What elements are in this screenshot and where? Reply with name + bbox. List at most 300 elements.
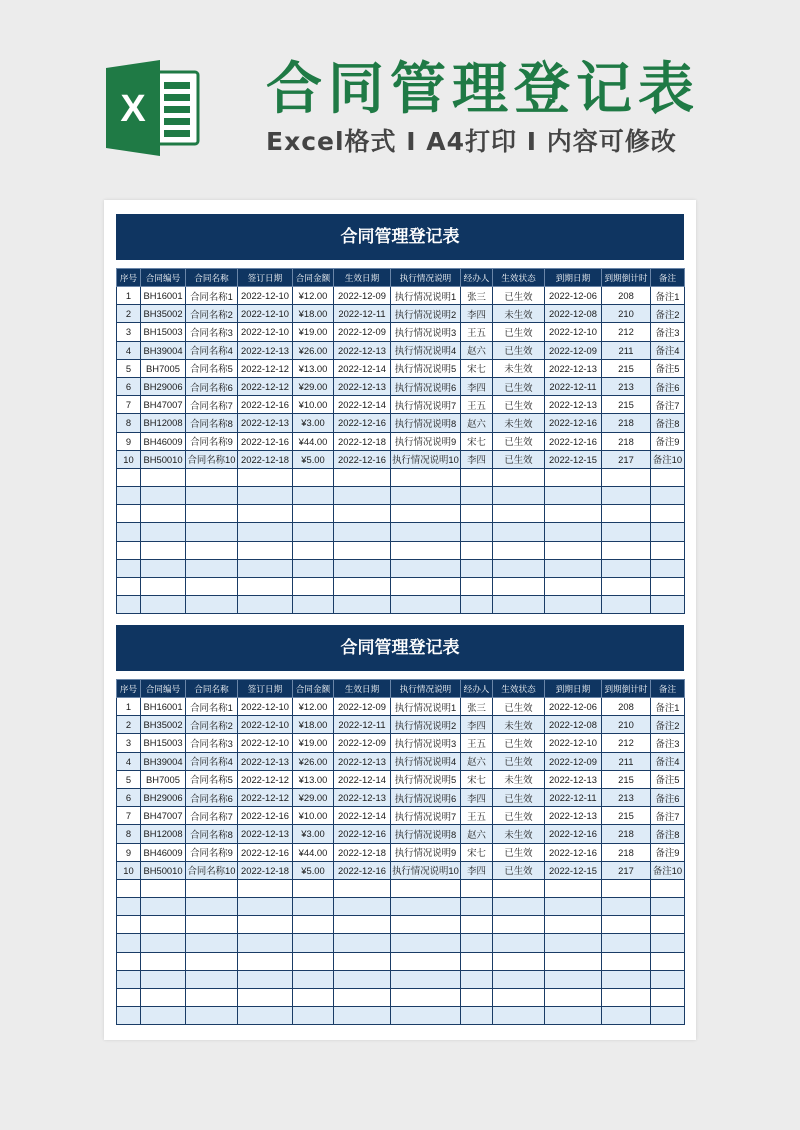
table-cell[interactable]: ¥44.00 [293, 432, 334, 450]
table-cell[interactable]: BH16001 [141, 698, 186, 716]
table-cell[interactable]: 212 [602, 323, 651, 341]
table-cell[interactable]: BH7005 [141, 359, 186, 377]
table-cell[interactable] [117, 578, 141, 596]
table-cell[interactable] [141, 505, 186, 523]
table-cell[interactable]: 6 [117, 788, 141, 806]
table-cell[interactable] [334, 468, 391, 486]
table-cell[interactable] [651, 559, 685, 577]
table-cell[interactable] [493, 487, 545, 505]
table-cell[interactable]: 王五 [461, 734, 493, 752]
table-cell[interactable]: 1 [117, 698, 141, 716]
table-cell[interactable] [545, 1007, 602, 1025]
table-cell[interactable] [141, 523, 186, 541]
table-cell[interactable]: 218 [602, 414, 651, 432]
table-cell[interactable]: ¥5.00 [293, 861, 334, 879]
table-cell[interactable]: 已生效 [493, 450, 545, 468]
table-cell[interactable]: 备注1 [651, 287, 685, 305]
table-cell[interactable]: BH16001 [141, 287, 186, 305]
table-cell[interactable]: 已生效 [493, 341, 545, 359]
table-cell[interactable] [391, 559, 461, 577]
table-cell[interactable]: 2022-12-13 [238, 414, 293, 432]
table-cell[interactable]: 备注6 [651, 788, 685, 806]
table-cell[interactable] [602, 879, 651, 897]
table-cell[interactable]: 备注2 [651, 716, 685, 734]
table-cell[interactable]: 2022-12-14 [334, 359, 391, 377]
table-cell[interactable]: 2022-12-16 [545, 414, 602, 432]
table-cell[interactable] [545, 934, 602, 952]
table-cell[interactable]: 备注4 [651, 752, 685, 770]
table-cell[interactable] [602, 487, 651, 505]
table-cell[interactable]: 备注7 [651, 807, 685, 825]
table-cell[interactable] [293, 487, 334, 505]
table-cell[interactable] [545, 578, 602, 596]
table-cell[interactable] [141, 468, 186, 486]
table-cell[interactable]: 4 [117, 341, 141, 359]
table-cell[interactable]: 2022-12-06 [545, 287, 602, 305]
table-cell[interactable]: 2022-12-09 [334, 287, 391, 305]
table-cell[interactable]: 合同名称2 [186, 716, 238, 734]
table-cell[interactable]: ¥29.00 [293, 377, 334, 395]
table-cell[interactable] [651, 970, 685, 988]
table-cell[interactable] [461, 952, 493, 970]
table-cell[interactable] [493, 559, 545, 577]
table-cell[interactable]: 208 [602, 698, 651, 716]
table-cell[interactable] [461, 898, 493, 916]
table-cell[interactable]: 2 [117, 305, 141, 323]
table-cell[interactable]: 王五 [461, 807, 493, 825]
table-cell[interactable] [651, 596, 685, 614]
table-cell[interactable]: ¥26.00 [293, 752, 334, 770]
table-cell[interactable] [141, 578, 186, 596]
table-cell[interactable]: 2022-12-12 [238, 788, 293, 806]
table-cell[interactable]: 215 [602, 396, 651, 414]
table-cell[interactable] [117, 934, 141, 952]
table-cell[interactable] [493, 970, 545, 988]
table-cell[interactable] [651, 487, 685, 505]
table-cell[interactable]: 213 [602, 788, 651, 806]
table-cell[interactable]: 210 [602, 716, 651, 734]
table-cell[interactable]: 宋七 [461, 770, 493, 788]
table-cell[interactable]: BH39004 [141, 341, 186, 359]
table-cell[interactable]: 合同名称9 [186, 432, 238, 450]
table-cell[interactable]: 2022-12-16 [238, 396, 293, 414]
table-cell[interactable]: 2022-12-16 [334, 450, 391, 468]
table-cell[interactable] [238, 578, 293, 596]
table-cell[interactable]: 备注9 [651, 843, 685, 861]
table-cell[interactable]: BH46009 [141, 432, 186, 450]
table-cell[interactable]: 未生效 [493, 716, 545, 734]
table-cell[interactable]: 宋七 [461, 843, 493, 861]
table-cell[interactable]: 2022-12-14 [334, 770, 391, 788]
table-cell[interactable]: 李四 [461, 861, 493, 879]
table-cell[interactable]: 5 [117, 359, 141, 377]
table-cell[interactable]: 217 [602, 861, 651, 879]
table-cell[interactable]: 合同名称10 [186, 450, 238, 468]
table-cell[interactable]: 2022-12-11 [334, 716, 391, 734]
table-cell[interactable] [186, 559, 238, 577]
table-cell[interactable] [461, 879, 493, 897]
table-cell[interactable]: ¥18.00 [293, 305, 334, 323]
table-cell[interactable]: 2022-12-11 [545, 377, 602, 395]
table-cell[interactable] [238, 916, 293, 934]
table-cell[interactable]: 3 [117, 323, 141, 341]
table-cell[interactable] [461, 468, 493, 486]
table-cell[interactable]: 已生效 [493, 377, 545, 395]
table-cell[interactable]: 备注3 [651, 734, 685, 752]
table-cell[interactable]: 执行情况说明10 [391, 450, 461, 468]
table-cell[interactable] [602, 541, 651, 559]
table-cell[interactable]: 218 [602, 825, 651, 843]
table-cell[interactable] [461, 541, 493, 559]
table-cell[interactable] [493, 989, 545, 1007]
table-cell[interactable]: ¥12.00 [293, 287, 334, 305]
table-cell[interactable] [602, 523, 651, 541]
table-cell[interactable]: 合同名称1 [186, 698, 238, 716]
table-cell[interactable] [461, 596, 493, 614]
table-cell[interactable]: 215 [602, 359, 651, 377]
table-cell[interactable] [545, 970, 602, 988]
table-cell[interactable] [493, 578, 545, 596]
table-cell[interactable] [293, 505, 334, 523]
table-cell[interactable] [461, 578, 493, 596]
table-cell[interactable]: 备注8 [651, 825, 685, 843]
table-cell[interactable] [651, 989, 685, 1007]
table-cell[interactable] [602, 468, 651, 486]
table-cell[interactable] [651, 879, 685, 897]
table-cell[interactable] [238, 879, 293, 897]
table-cell[interactable]: 备注9 [651, 432, 685, 450]
table-cell[interactable] [602, 970, 651, 988]
table-cell[interactable]: ¥13.00 [293, 359, 334, 377]
table-cell[interactable]: BH47007 [141, 396, 186, 414]
table-cell[interactable] [117, 523, 141, 541]
table-cell[interactable]: ¥26.00 [293, 341, 334, 359]
table-cell[interactable] [238, 934, 293, 952]
table-cell[interactable] [186, 505, 238, 523]
table-cell[interactable] [238, 596, 293, 614]
table-cell[interactable] [651, 916, 685, 934]
table-cell[interactable]: 李四 [461, 377, 493, 395]
table-cell[interactable]: 2022-12-10 [238, 287, 293, 305]
table-cell[interactable] [545, 879, 602, 897]
table-cell[interactable] [293, 559, 334, 577]
table-cell[interactable] [141, 916, 186, 934]
table-cell[interactable]: ¥44.00 [293, 843, 334, 861]
table-cell[interactable] [334, 541, 391, 559]
table-cell[interactable]: ¥29.00 [293, 788, 334, 806]
table-cell[interactable] [293, 523, 334, 541]
table-cell[interactable]: 2022-12-12 [238, 770, 293, 788]
table-cell[interactable] [334, 505, 391, 523]
table-cell[interactable] [334, 559, 391, 577]
table-cell[interactable]: 已生效 [493, 788, 545, 806]
table-cell[interactable]: BH35002 [141, 716, 186, 734]
table-cell[interactable]: 2022-12-18 [238, 450, 293, 468]
table-cell[interactable]: 9 [117, 432, 141, 450]
table-cell[interactable] [334, 916, 391, 934]
table-cell[interactable]: 2022-12-09 [545, 341, 602, 359]
table-cell[interactable]: 合同名称9 [186, 843, 238, 861]
table-cell[interactable]: 未生效 [493, 414, 545, 432]
table-cell[interactable]: 2022-12-13 [334, 788, 391, 806]
table-cell[interactable]: BH46009 [141, 843, 186, 861]
table-cell[interactable]: 2022-12-18 [334, 843, 391, 861]
table-cell[interactable] [391, 468, 461, 486]
table-cell[interactable] [391, 1007, 461, 1025]
table-cell[interactable] [461, 487, 493, 505]
table-cell[interactable] [293, 970, 334, 988]
table-cell[interactable]: 218 [602, 432, 651, 450]
table-cell[interactable]: 2022-12-13 [545, 770, 602, 788]
table-cell[interactable] [391, 879, 461, 897]
table-cell[interactable] [545, 487, 602, 505]
table-cell[interactable] [651, 934, 685, 952]
table-cell[interactable]: 4 [117, 752, 141, 770]
table-cell[interactable] [141, 934, 186, 952]
table-cell[interactable]: ¥3.00 [293, 414, 334, 432]
table-cell[interactable]: 2022-12-09 [334, 323, 391, 341]
table-cell[interactable] [186, 468, 238, 486]
table-cell[interactable]: BH47007 [141, 807, 186, 825]
table-cell[interactable] [238, 505, 293, 523]
table-cell[interactable] [334, 879, 391, 897]
table-cell[interactable] [186, 487, 238, 505]
table-cell[interactable] [117, 487, 141, 505]
table-cell[interactable] [186, 879, 238, 897]
table-cell[interactable] [545, 916, 602, 934]
table-cell[interactable]: 未生效 [493, 770, 545, 788]
table-cell[interactable]: 2022-12-16 [238, 843, 293, 861]
table-cell[interactable] [651, 468, 685, 486]
table-cell[interactable]: 215 [602, 770, 651, 788]
table-cell[interactable]: ¥10.00 [293, 807, 334, 825]
table-cell[interactable]: 备注6 [651, 377, 685, 395]
table-cell[interactable]: 2022-12-06 [545, 698, 602, 716]
table-cell[interactable] [186, 952, 238, 970]
table-cell[interactable]: 10 [117, 450, 141, 468]
table-cell[interactable]: 6 [117, 377, 141, 395]
table-cell[interactable] [186, 1007, 238, 1025]
table-cell[interactable]: 已生效 [493, 861, 545, 879]
table-cell[interactable] [117, 879, 141, 897]
table-cell[interactable] [238, 541, 293, 559]
table-cell[interactable]: 2022-12-18 [238, 861, 293, 879]
table-cell[interactable]: 合同名称1 [186, 287, 238, 305]
table-cell[interactable]: 2022-12-16 [334, 414, 391, 432]
table-cell[interactable]: 合同名称5 [186, 770, 238, 788]
table-cell[interactable] [238, 952, 293, 970]
table-cell[interactable]: 2022-12-10 [238, 698, 293, 716]
table-cell[interactable]: 备注7 [651, 396, 685, 414]
table-cell[interactable]: 宋七 [461, 359, 493, 377]
table-cell[interactable]: 已生效 [493, 698, 545, 716]
table-cell[interactable] [117, 596, 141, 614]
table-cell[interactable] [391, 934, 461, 952]
table-cell[interactable] [293, 596, 334, 614]
table-cell[interactable]: ¥5.00 [293, 450, 334, 468]
table-cell[interactable] [545, 505, 602, 523]
table-cell[interactable] [651, 952, 685, 970]
table-cell[interactable]: BH29006 [141, 377, 186, 395]
table-cell[interactable] [238, 559, 293, 577]
table-cell[interactable]: 212 [602, 734, 651, 752]
table-cell[interactable]: 赵六 [461, 752, 493, 770]
table-cell[interactable] [545, 898, 602, 916]
table-cell[interactable]: 2022-12-12 [238, 377, 293, 395]
table-cell[interactable] [141, 596, 186, 614]
table-cell[interactable]: 2022-12-09 [334, 698, 391, 716]
table-cell[interactable]: 执行情况说明1 [391, 287, 461, 305]
table-cell[interactable] [461, 559, 493, 577]
table-cell[interactable]: 合同名称4 [186, 752, 238, 770]
table-cell[interactable] [293, 468, 334, 486]
table-cell[interactable]: 李四 [461, 788, 493, 806]
table-cell[interactable] [238, 989, 293, 1007]
table-cell[interactable]: 备注10 [651, 450, 685, 468]
table-cell[interactable]: 执行情况说明3 [391, 323, 461, 341]
table-cell[interactable] [461, 934, 493, 952]
table-cell[interactable]: 9 [117, 843, 141, 861]
table-cell[interactable]: 执行情况说明2 [391, 305, 461, 323]
table-cell[interactable] [141, 541, 186, 559]
table-cell[interactable] [141, 989, 186, 1007]
table-cell[interactable] [602, 898, 651, 916]
table-cell[interactable] [391, 916, 461, 934]
table-cell[interactable]: 备注8 [651, 414, 685, 432]
table-cell[interactable]: 2022-12-13 [334, 341, 391, 359]
table-cell[interactable]: 已生效 [493, 734, 545, 752]
table-cell[interactable] [461, 989, 493, 1007]
table-cell[interactable]: 2022-12-16 [334, 825, 391, 843]
table-cell[interactable]: 2022-12-13 [238, 752, 293, 770]
table-cell[interactable]: 合同名称7 [186, 396, 238, 414]
table-cell[interactable]: 已生效 [493, 752, 545, 770]
table-cell[interactable] [602, 505, 651, 523]
table-cell[interactable]: 2022-12-08 [545, 305, 602, 323]
table-cell[interactable] [334, 952, 391, 970]
table-cell[interactable] [186, 934, 238, 952]
table-cell[interactable] [238, 487, 293, 505]
table-cell[interactable]: 8 [117, 414, 141, 432]
table-cell[interactable] [391, 898, 461, 916]
table-cell[interactable] [117, 898, 141, 916]
table-cell[interactable]: 李四 [461, 450, 493, 468]
table-cell[interactable] [238, 898, 293, 916]
table-cell[interactable] [334, 523, 391, 541]
table-cell[interactable] [141, 559, 186, 577]
table-cell[interactable]: 合同名称5 [186, 359, 238, 377]
table-cell[interactable] [391, 487, 461, 505]
table-cell[interactable]: 7 [117, 396, 141, 414]
table-cell[interactable]: 2022-12-16 [545, 432, 602, 450]
table-cell[interactable]: 2022-12-09 [334, 734, 391, 752]
table-cell[interactable]: 2022-12-16 [545, 843, 602, 861]
table-cell[interactable] [545, 989, 602, 1007]
table-cell[interactable]: 2022-12-13 [238, 825, 293, 843]
table-cell[interactable]: BH15003 [141, 323, 186, 341]
table-cell[interactable]: 2022-12-11 [545, 788, 602, 806]
table-cell[interactable] [293, 898, 334, 916]
table-cell[interactable]: 赵六 [461, 341, 493, 359]
table-cell[interactable]: 执行情况说明2 [391, 716, 461, 734]
table-cell[interactable]: BH50010 [141, 450, 186, 468]
table-cell[interactable] [391, 541, 461, 559]
table-cell[interactable]: 211 [602, 752, 651, 770]
table-cell[interactable]: 李四 [461, 716, 493, 734]
table-cell[interactable] [334, 989, 391, 1007]
table-cell[interactable] [293, 541, 334, 559]
table-cell[interactable] [141, 879, 186, 897]
table-cell[interactable]: 王五 [461, 323, 493, 341]
table-cell[interactable] [602, 578, 651, 596]
table-cell[interactable]: 未生效 [493, 305, 545, 323]
table-cell[interactable]: 合同名称10 [186, 861, 238, 879]
table-cell[interactable] [651, 1007, 685, 1025]
table-cell[interactable]: 2022-12-16 [238, 807, 293, 825]
table-cell[interactable]: ¥13.00 [293, 770, 334, 788]
table-cell[interactable]: 2022-12-16 [545, 825, 602, 843]
table-cell[interactable]: 未生效 [493, 359, 545, 377]
table-cell[interactable] [651, 578, 685, 596]
table-cell[interactable] [391, 970, 461, 988]
table-cell[interactable]: 2022-12-10 [238, 716, 293, 734]
table-cell[interactable] [293, 952, 334, 970]
table-cell[interactable]: BH12008 [141, 825, 186, 843]
table-cell[interactable] [461, 505, 493, 523]
table-cell[interactable] [141, 487, 186, 505]
table-cell[interactable]: 备注5 [651, 770, 685, 788]
table-cell[interactable]: ¥19.00 [293, 323, 334, 341]
table-cell[interactable] [334, 487, 391, 505]
table-cell[interactable] [391, 952, 461, 970]
table-cell[interactable]: 执行情况说明7 [391, 807, 461, 825]
table-cell[interactable]: 3 [117, 734, 141, 752]
table-cell[interactable]: 执行情况说明1 [391, 698, 461, 716]
table-cell[interactable]: 备注1 [651, 698, 685, 716]
table-cell[interactable] [186, 916, 238, 934]
table-cell[interactable] [493, 468, 545, 486]
table-cell[interactable] [117, 952, 141, 970]
table-cell[interactable] [334, 898, 391, 916]
table-cell[interactable]: 执行情况说明6 [391, 377, 461, 395]
table-cell[interactable]: 张三 [461, 698, 493, 716]
table-cell[interactable] [493, 879, 545, 897]
table-cell[interactable] [117, 989, 141, 1007]
table-cell[interactable] [545, 523, 602, 541]
table-cell[interactable]: 2022-12-10 [238, 323, 293, 341]
table-cell[interactable]: 2022-12-13 [545, 807, 602, 825]
table-cell[interactable]: 213 [602, 377, 651, 395]
table-cell[interactable] [602, 1007, 651, 1025]
table-cell[interactable] [334, 934, 391, 952]
table-cell[interactable] [293, 578, 334, 596]
table-cell[interactable]: 2022-12-11 [334, 305, 391, 323]
table-cell[interactable]: 2022-12-14 [334, 396, 391, 414]
table-cell[interactable] [293, 934, 334, 952]
table-cell[interactable] [334, 578, 391, 596]
table-cell[interactable]: 执行情况说明9 [391, 432, 461, 450]
table-cell[interactable]: ¥18.00 [293, 716, 334, 734]
table-cell[interactable]: BH12008 [141, 414, 186, 432]
table-cell[interactable] [238, 970, 293, 988]
table-cell[interactable] [461, 916, 493, 934]
table-cell[interactable]: 2022-12-12 [238, 359, 293, 377]
table-cell[interactable] [493, 505, 545, 523]
table-cell[interactable] [293, 916, 334, 934]
table-cell[interactable]: 2022-12-10 [545, 323, 602, 341]
table-cell[interactable] [602, 934, 651, 952]
table-cell[interactable] [391, 989, 461, 1007]
